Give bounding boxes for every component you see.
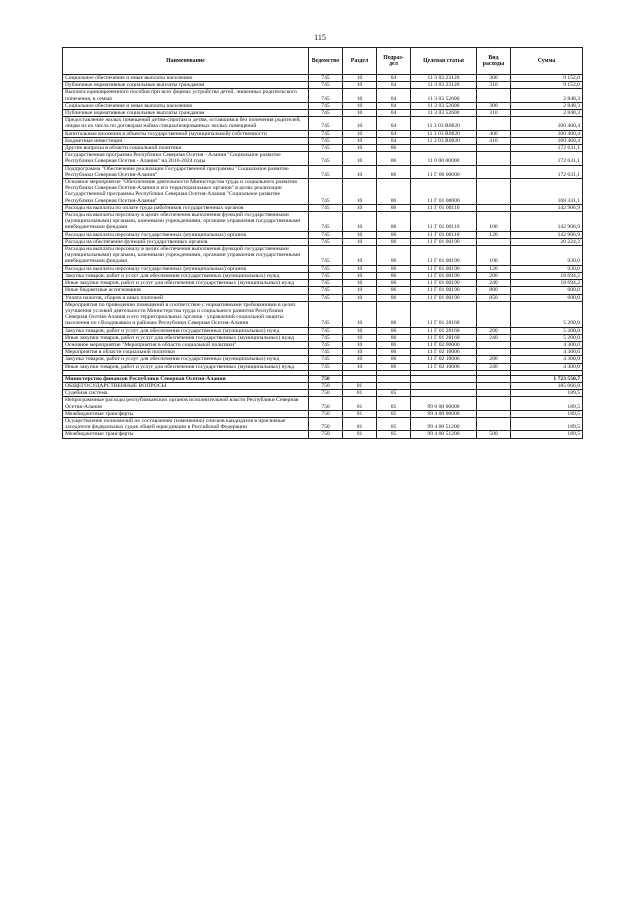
cell-target-article: 11 Г 00 00000 [411, 165, 477, 178]
table-row [63, 294, 583, 301]
cell-amount: 4 300,0 [511, 363, 583, 370]
cell-name: Иные бюджетные ассигнования [63, 287, 309, 294]
cell-section: 10 [343, 294, 377, 301]
cell-name: Расходы на обеспечение функций государственных органов [63, 238, 309, 245]
header-expense-type: Вид расходы [477, 48, 511, 75]
cell-expense-type: 200 [477, 356, 511, 363]
cell-subsection: 06 [377, 280, 411, 287]
table-row [63, 231, 583, 238]
cell-section: 10 [343, 341, 377, 348]
cell-section: 10 [343, 334, 377, 341]
table-row [63, 301, 583, 327]
cell-section: 10 [343, 212, 377, 232]
table-row [63, 431, 583, 438]
cell-department: 745 [309, 212, 343, 232]
cell-name: Министерство финансов Республики Северная Осетия-Алания [63, 375, 309, 382]
cell-section: 10 [343, 165, 377, 178]
cell-target-article: 11 Г 01 00000 [411, 179, 477, 205]
cell-department: 745 [309, 349, 343, 356]
table-row [63, 417, 583, 430]
cell-name: Социальное обеспечение и иные выплаты населению [63, 75, 309, 82]
cell-expense-type [477, 204, 511, 211]
cell-expense-type [477, 145, 511, 152]
cell-section: 10 [343, 102, 377, 109]
cell-section: 10 [343, 265, 377, 272]
cell-target-article [411, 390, 477, 397]
cell-target-article: 11 Г 01 00190 [411, 287, 477, 294]
cell-subsection: 04 [377, 130, 411, 137]
cell-expense-type: 850 [477, 294, 511, 301]
cell-department: 745 [309, 204, 343, 211]
table-row [63, 272, 583, 279]
cell-section: 10 [343, 356, 377, 363]
cell-amount: 142 906,9 [511, 204, 583, 211]
cell-target-article: 11 Г 01 28168 [411, 301, 477, 327]
cell-amount: 18 694,2 [511, 280, 583, 287]
cell-amount: 185 066,8 [511, 382, 583, 389]
cell-expense-type: 120 [477, 231, 511, 238]
cell-subsection: 06 [377, 301, 411, 327]
table-row [63, 397, 583, 410]
cell-subsection: 06 [377, 327, 411, 334]
cell-section: 10 [343, 231, 377, 238]
cell-expense-type [477, 152, 511, 165]
cell-name: Иные закупки товаров, работ и услуг для обеспечения государственных (муниципальных) нужд [63, 280, 309, 287]
cell-target-article: 99 4 00 00000 [411, 410, 477, 417]
cell-department: 745 [309, 246, 343, 266]
table-row [63, 137, 583, 144]
table-row [63, 152, 583, 165]
header-name: Наименование [63, 48, 309, 75]
cell-target-article: 11 Г 02 10006 [411, 349, 477, 356]
cell-name: Межбюджетные трансферты [63, 431, 309, 438]
table-row [63, 179, 583, 205]
cell-subsection: 05 [377, 431, 411, 438]
cell-department: 745 [309, 272, 343, 279]
cell-expense-type [477, 89, 511, 102]
table-row [63, 349, 583, 356]
cell-amount: 930,0 [511, 265, 583, 272]
cell-subsection: 04 [377, 102, 411, 109]
cell-target-article: 11 3 03 23120 [411, 75, 477, 82]
cell-subsection [377, 375, 411, 382]
cell-subsection: 04 [377, 82, 411, 89]
cell-target-article: 11 Г 01 00190 [411, 265, 477, 272]
cell-department: 750 [309, 397, 343, 410]
cell-department: 745 [309, 294, 343, 301]
cell-subsection: 04 [377, 75, 411, 82]
cell-subsection: 05 [377, 390, 411, 397]
cell-target-article [411, 382, 477, 389]
cell-name: Иные закупки товаров, работ и услуг для обеспечения государственных (муниципальных) нужд [63, 363, 309, 370]
cell-department: 745 [309, 75, 343, 82]
cell-expense-type: 800 [477, 287, 511, 294]
cell-amount: 100 460,4 [511, 130, 583, 137]
cell-section: 10 [343, 349, 377, 356]
cell-department: 745 [309, 137, 343, 144]
cell-amount: 172 631,1 [511, 145, 583, 152]
table-row [63, 265, 583, 272]
cell-department: 745 [309, 363, 343, 370]
cell-department: 745 [309, 356, 343, 363]
cell-subsection: 06 [377, 294, 411, 301]
cell-target-article: 99 0 00 00000 [411, 397, 477, 410]
cell-amount: 5 200,0 [511, 327, 583, 334]
cell-name: Осуществление полномочий по составлению (изменению) списков кандидатов в присяжные заседатели федеральных судов общей юрисдикции в Российской Федерации [63, 417, 309, 430]
cell-target-article: 99 4 00 51200 [411, 431, 477, 438]
cell-amount: 1 723 550,7 [511, 375, 583, 382]
cell-amount: 100 460,4 [511, 117, 583, 130]
cell-department: 745 [309, 130, 343, 137]
cell-target-article: 11 3 03 23120 [411, 82, 477, 89]
cell-section: 10 [343, 363, 377, 370]
header-section: Раздел [343, 48, 377, 75]
cell-amount: 189,5 [511, 390, 583, 397]
cell-amount: 9 152,0 [511, 75, 583, 82]
table-row [63, 212, 583, 232]
header-amount: Сумма [511, 48, 583, 75]
cell-subsection: 05 [377, 397, 411, 410]
cell-department: 745 [309, 89, 343, 102]
cell-amount: 20 224,2 [511, 238, 583, 245]
cell-section: 10 [343, 204, 377, 211]
cell-department: 745 [309, 327, 343, 334]
cell-name: Закупка товаров, работ и услуг для обеспечения государственных (муниципальных) нужд [63, 327, 309, 334]
cell-expense-type: 410 [477, 137, 511, 144]
table-row [63, 102, 583, 109]
table-row [63, 238, 583, 245]
cell-subsection: 06 [377, 334, 411, 341]
cell-target-article: 11 3 03 52600 [411, 110, 477, 117]
cell-name: Выплата единовременного пособия при всех формах устройства детей, лишенных родительского попечения, в семью [63, 89, 309, 102]
cell-department: 745 [309, 117, 343, 130]
cell-subsection: 06 [377, 212, 411, 232]
cell-name: Закупка товаров, работ и услуг для обеспечения государственных (муниципальных) нужд [63, 356, 309, 363]
cell-amount: 2 848,3 [511, 89, 583, 102]
cell-amount: 172 631,1 [511, 165, 583, 178]
cell-department: 750 [309, 417, 343, 430]
cell-section: 01 [343, 382, 377, 389]
cell-target-article: 11 3 03 52600 [411, 89, 477, 102]
cell-subsection: 06 [377, 287, 411, 294]
cell-subsection: 06 [377, 204, 411, 211]
table-row [63, 110, 583, 117]
cell-expense-type: 240 [477, 334, 511, 341]
table-row [63, 165, 583, 178]
cell-target-article: 11 Г 01 00110 [411, 204, 477, 211]
table-row [63, 375, 583, 382]
table-row [63, 287, 583, 294]
cell-department: 745 [309, 179, 343, 205]
cell-target-article: 99 4 00 51200 [411, 417, 477, 430]
cell-subsection: 06 [377, 363, 411, 370]
cell-name: Публичные нормативные социальные выплаты гражданам [63, 82, 309, 89]
cell-section: 10 [343, 137, 377, 144]
cell-department: 750 [309, 390, 343, 397]
header-subsection: Подраз-дел [377, 48, 411, 75]
cell-name: Расходы на выплаты персоналу в целях обеспечения выполнения функций государственными (муниципальными) органами, казенными учреждениями, органами управления государственными внебюджетными фондами [63, 212, 309, 232]
cell-amount: 9 152,0 [511, 82, 583, 89]
cell-name: Капитальные вложения в объекты государственной (муниципальной) собственности [63, 130, 309, 137]
cell-section: 10 [343, 246, 377, 266]
cell-name: Закупка товаров, работ и услуг для обеспечения государственных (муниципальных) нужд [63, 272, 309, 279]
cell-name: Уплата налогов, сборов и иных платежей [63, 294, 309, 301]
cell-subsection: 04 [377, 117, 411, 130]
header-department: Ведомство [309, 48, 343, 75]
cell-name: Непрограммные расходы республиканских органов исполнительной власти Республики Северная Осетия-Алания [63, 397, 309, 410]
cell-subsection: 06 [377, 152, 411, 165]
cell-section [343, 375, 377, 382]
cell-department: 750 [309, 431, 343, 438]
cell-name: Расходы на выплаты по оплате труда работников государственных органов [63, 204, 309, 211]
cell-expense-type [477, 179, 511, 205]
cell-subsection: 04 [377, 137, 411, 144]
table-row [63, 246, 583, 266]
cell-amount: 18 694,2 [511, 272, 583, 279]
cell-target-article: 11 3 03 52600 [411, 102, 477, 109]
table-row [63, 390, 583, 397]
cell-section: 10 [343, 82, 377, 89]
cell-section: 10 [343, 152, 377, 165]
cell-name: ОБЩЕГОСУДАРСТВЕННЫЕ ВОПРОСЫ [63, 382, 309, 389]
cell-expense-type [477, 397, 511, 410]
cell-amount: 2 848,3 [511, 110, 583, 117]
cell-amount: 142 906,9 [511, 212, 583, 232]
cell-department: 745 [309, 341, 343, 348]
cell-expense-type [477, 382, 511, 389]
table-row [63, 280, 583, 287]
cell-amount: 100 460,4 [511, 137, 583, 144]
cell-section: 10 [343, 238, 377, 245]
cell-target-article: 11 0 00 00000 [411, 152, 477, 165]
cell-subsection: 04 [377, 89, 411, 102]
cell-subsection: 06 [377, 341, 411, 348]
cell-section: 10 [343, 110, 377, 117]
table-row [63, 341, 583, 348]
cell-subsection: 04 [377, 110, 411, 117]
cell-target-article: 11 Г 02 10006 [411, 363, 477, 370]
table-row [63, 130, 583, 137]
cell-name: Публичные нормативные социальные выплаты гражданам [63, 110, 309, 117]
cell-expense-type [477, 117, 511, 130]
cell-subsection: 06 [377, 265, 411, 272]
cell-section: 01 [343, 431, 377, 438]
cell-department: 745 [309, 287, 343, 294]
cell-target-article [411, 145, 477, 152]
cell-amount: 4 300,0 [511, 341, 583, 348]
cell-target-article: 11 Г 01 00190 [411, 294, 477, 301]
cell-section: 10 [343, 280, 377, 287]
cell-name: Судебная система [63, 390, 309, 397]
cell-department: 745 [309, 82, 343, 89]
cell-department: 745 [309, 334, 343, 341]
cell-section: 01 [343, 417, 377, 430]
cell-target-article: 11 Г 01 28168 [411, 334, 477, 341]
cell-target-article: 11 Г 01 00190 [411, 238, 477, 245]
cell-name: Мероприятия в области социальной политики [63, 349, 309, 356]
cell-department: 745 [309, 231, 343, 238]
cell-expense-type: 300 [477, 102, 511, 109]
cell-amount: 189,5 [511, 397, 583, 410]
cell-expense-type: 400 [477, 130, 511, 137]
cell-amount: 5 200,0 [511, 301, 583, 327]
cell-section: 10 [343, 179, 377, 205]
cell-amount: 5 200,0 [511, 334, 583, 341]
cell-expense-type [477, 341, 511, 348]
cell-expense-type [477, 238, 511, 245]
cell-target-article: 11 Г 01 28168 [411, 327, 477, 334]
cell-expense-type [477, 417, 511, 430]
cell-section: 10 [343, 301, 377, 327]
cell-name: Основное мероприятие "Мероприятия в области социальной политики" [63, 341, 309, 348]
cell-amount: 189,5 [511, 410, 583, 417]
cell-name: Мероприятия по приведению помещений в соответствие с нормативными требованиями в целях улучшения условий деятельности Министерства труда и социального развития Республики Северная Осетия-Алания и его территориальных органов - управлений социальной защиты населения по г.Владикавказ и районам Республики Северная Осетия-Алания [63, 301, 309, 327]
cell-expense-type: 100 [477, 212, 511, 232]
cell-department: 745 [309, 238, 343, 245]
cell-amount: 4 300,0 [511, 356, 583, 363]
cell-name: Расходы на выплаты персоналу государственных (муниципальных) органов [63, 265, 309, 272]
cell-amount: 168 331,1 [511, 179, 583, 205]
table-row [63, 145, 583, 152]
cell-target-article: 11 3 03 R0820 [411, 117, 477, 130]
table-row [63, 356, 583, 363]
cell-department: 745 [309, 280, 343, 287]
cell-subsection: 06 [377, 145, 411, 152]
cell-amount: 600,0 [511, 287, 583, 294]
cell-subsection: 06 [377, 246, 411, 266]
cell-expense-type: 200 [477, 272, 511, 279]
cell-subsection: 06 [377, 356, 411, 363]
cell-amount: 2 848,3 [511, 102, 583, 109]
cell-expense-type [477, 349, 511, 356]
cell-target-article: 11 Г 01 00190 [411, 246, 477, 266]
cell-section: 01 [343, 397, 377, 410]
cell-section: 10 [343, 272, 377, 279]
table-header [63, 48, 583, 75]
cell-expense-type [477, 390, 511, 397]
cell-target-article: 11 Г 02 00000 [411, 341, 477, 348]
cell-expense-type [477, 301, 511, 327]
cell-subsection: 06 [377, 238, 411, 245]
cell-name: Государственная программа Республики Северная Осетия - Алания "Социальное развитие Республики Северная Осетия - Алания" на 2016-2024 годы [63, 152, 309, 165]
budget-table [62, 47, 583, 439]
cell-target-article [411, 375, 477, 382]
cell-target-article: 11 Г 01 00110 [411, 212, 477, 232]
table-row [63, 82, 583, 89]
cell-name: Социальное обеспечение и иные выплаты населению [63, 102, 309, 109]
cell-amount: 142 906,9 [511, 231, 583, 238]
cell-name: Иные закупки товаров, работ и услуг для обеспечения государственных (муниципальных) нужд [63, 334, 309, 341]
cell-section: 10 [343, 145, 377, 152]
cell-expense-type [477, 410, 511, 417]
cell-expense-type: 500 [477, 431, 511, 438]
cell-expense-type: 240 [477, 363, 511, 370]
cell-target-article: 11 3 03 R0820 [411, 130, 477, 137]
cell-subsection: 06 [377, 165, 411, 178]
cell-section: 10 [343, 117, 377, 130]
cell-subsection: 06 [377, 349, 411, 356]
table-body [63, 75, 583, 439]
cell-department: 745 [309, 110, 343, 117]
cell-subsection: 05 [377, 410, 411, 417]
cell-name: Предоставление жилых помещений детям-сиротам и детям, оставшимся без попечения родителей, лицам из их числа по договорам найма специализированных жилых помещений [63, 117, 309, 130]
cell-amount: 600,0 [511, 294, 583, 301]
cell-target-article: 11 Г 02 10006 [411, 356, 477, 363]
cell-expense-type: 100 [477, 246, 511, 266]
cell-subsection: 06 [377, 179, 411, 205]
table-row [63, 382, 583, 389]
cell-name: Подпрограмма "Обеспечение реализации Государственной программы "Социальное развитие Республики Северная Осетия-Алания" [63, 165, 309, 178]
table-row [63, 334, 583, 341]
cell-expense-type: 200 [477, 327, 511, 334]
cell-amount: 172 631,1 [511, 152, 583, 165]
cell-subsection: 06 [377, 231, 411, 238]
page-number: 115 [314, 33, 326, 42]
header-target-article: Целевая статья [411, 48, 477, 75]
cell-amount: 189,5 [511, 431, 583, 438]
cell-department: 750 [309, 410, 343, 417]
cell-name: Межбюджетные трансферты [63, 410, 309, 417]
cell-section: 10 [343, 75, 377, 82]
cell-expense-type [477, 165, 511, 178]
cell-name: Основное мероприятие "Обеспечение деятельности Министерства труда и социального развития Республики Северная Осетия-Алания и его территориальных органов" в целях реализации Государственной программы Республики Северная Осетия-Алания "Социальное развитие Республики Северная Осетия-Алания" [63, 179, 309, 205]
cell-subsection [377, 382, 411, 389]
table-row [63, 117, 583, 130]
cell-amount: 189,5 [511, 417, 583, 430]
cell-section: 10 [343, 327, 377, 334]
cell-name: Бюджетные инвестиции [63, 137, 309, 144]
table-row [63, 89, 583, 102]
cell-department: 750 [309, 382, 343, 389]
table-row [63, 75, 583, 82]
cell-name: Расходы на выплаты персоналу государственных (муниципальных) органов [63, 231, 309, 238]
cell-expense-type: 310 [477, 82, 511, 89]
cell-expense-type: 300 [477, 75, 511, 82]
cell-section: 10 [343, 89, 377, 102]
cell-department: 745 [309, 152, 343, 165]
cell-department: 745 [309, 145, 343, 152]
cell-target-article: 11 Г 01 00110 [411, 231, 477, 238]
cell-section: 10 [343, 287, 377, 294]
cell-target-article: 11 3 03 R0820 [411, 137, 477, 144]
cell-amount: 930,0 [511, 246, 583, 266]
cell-section: 01 [343, 410, 377, 417]
cell-section: 10 [343, 130, 377, 137]
cell-department: 745 [309, 102, 343, 109]
cell-expense-type [477, 375, 511, 382]
table-row [63, 363, 583, 370]
cell-subsection: 06 [377, 272, 411, 279]
cell-target-article: 11 Г 01 00190 [411, 272, 477, 279]
cell-department: 750 [309, 375, 343, 382]
table-row [63, 327, 583, 334]
cell-subsection: 05 [377, 417, 411, 430]
table-row [63, 410, 583, 417]
cell-amount: 4 300,0 [511, 349, 583, 356]
cell-department: 745 [309, 301, 343, 327]
cell-expense-type: 240 [477, 280, 511, 287]
cell-department: 745 [309, 165, 343, 178]
cell-expense-type: 310 [477, 110, 511, 117]
cell-expense-type: 120 [477, 265, 511, 272]
cell-department: 745 [309, 265, 343, 272]
cell-name: Расходы на выплаты персоналу в целях обеспечения выполнения функций государственными (муниципальными) органами, казенными учреждениями, органами управления государственными внебюджетными фондами [63, 246, 309, 266]
cell-target-article: 11 Г 01 00190 [411, 280, 477, 287]
cell-name: Другие вопросы в области социальной политики [63, 145, 309, 152]
table-row [63, 204, 583, 211]
cell-section: 01 [343, 390, 377, 397]
